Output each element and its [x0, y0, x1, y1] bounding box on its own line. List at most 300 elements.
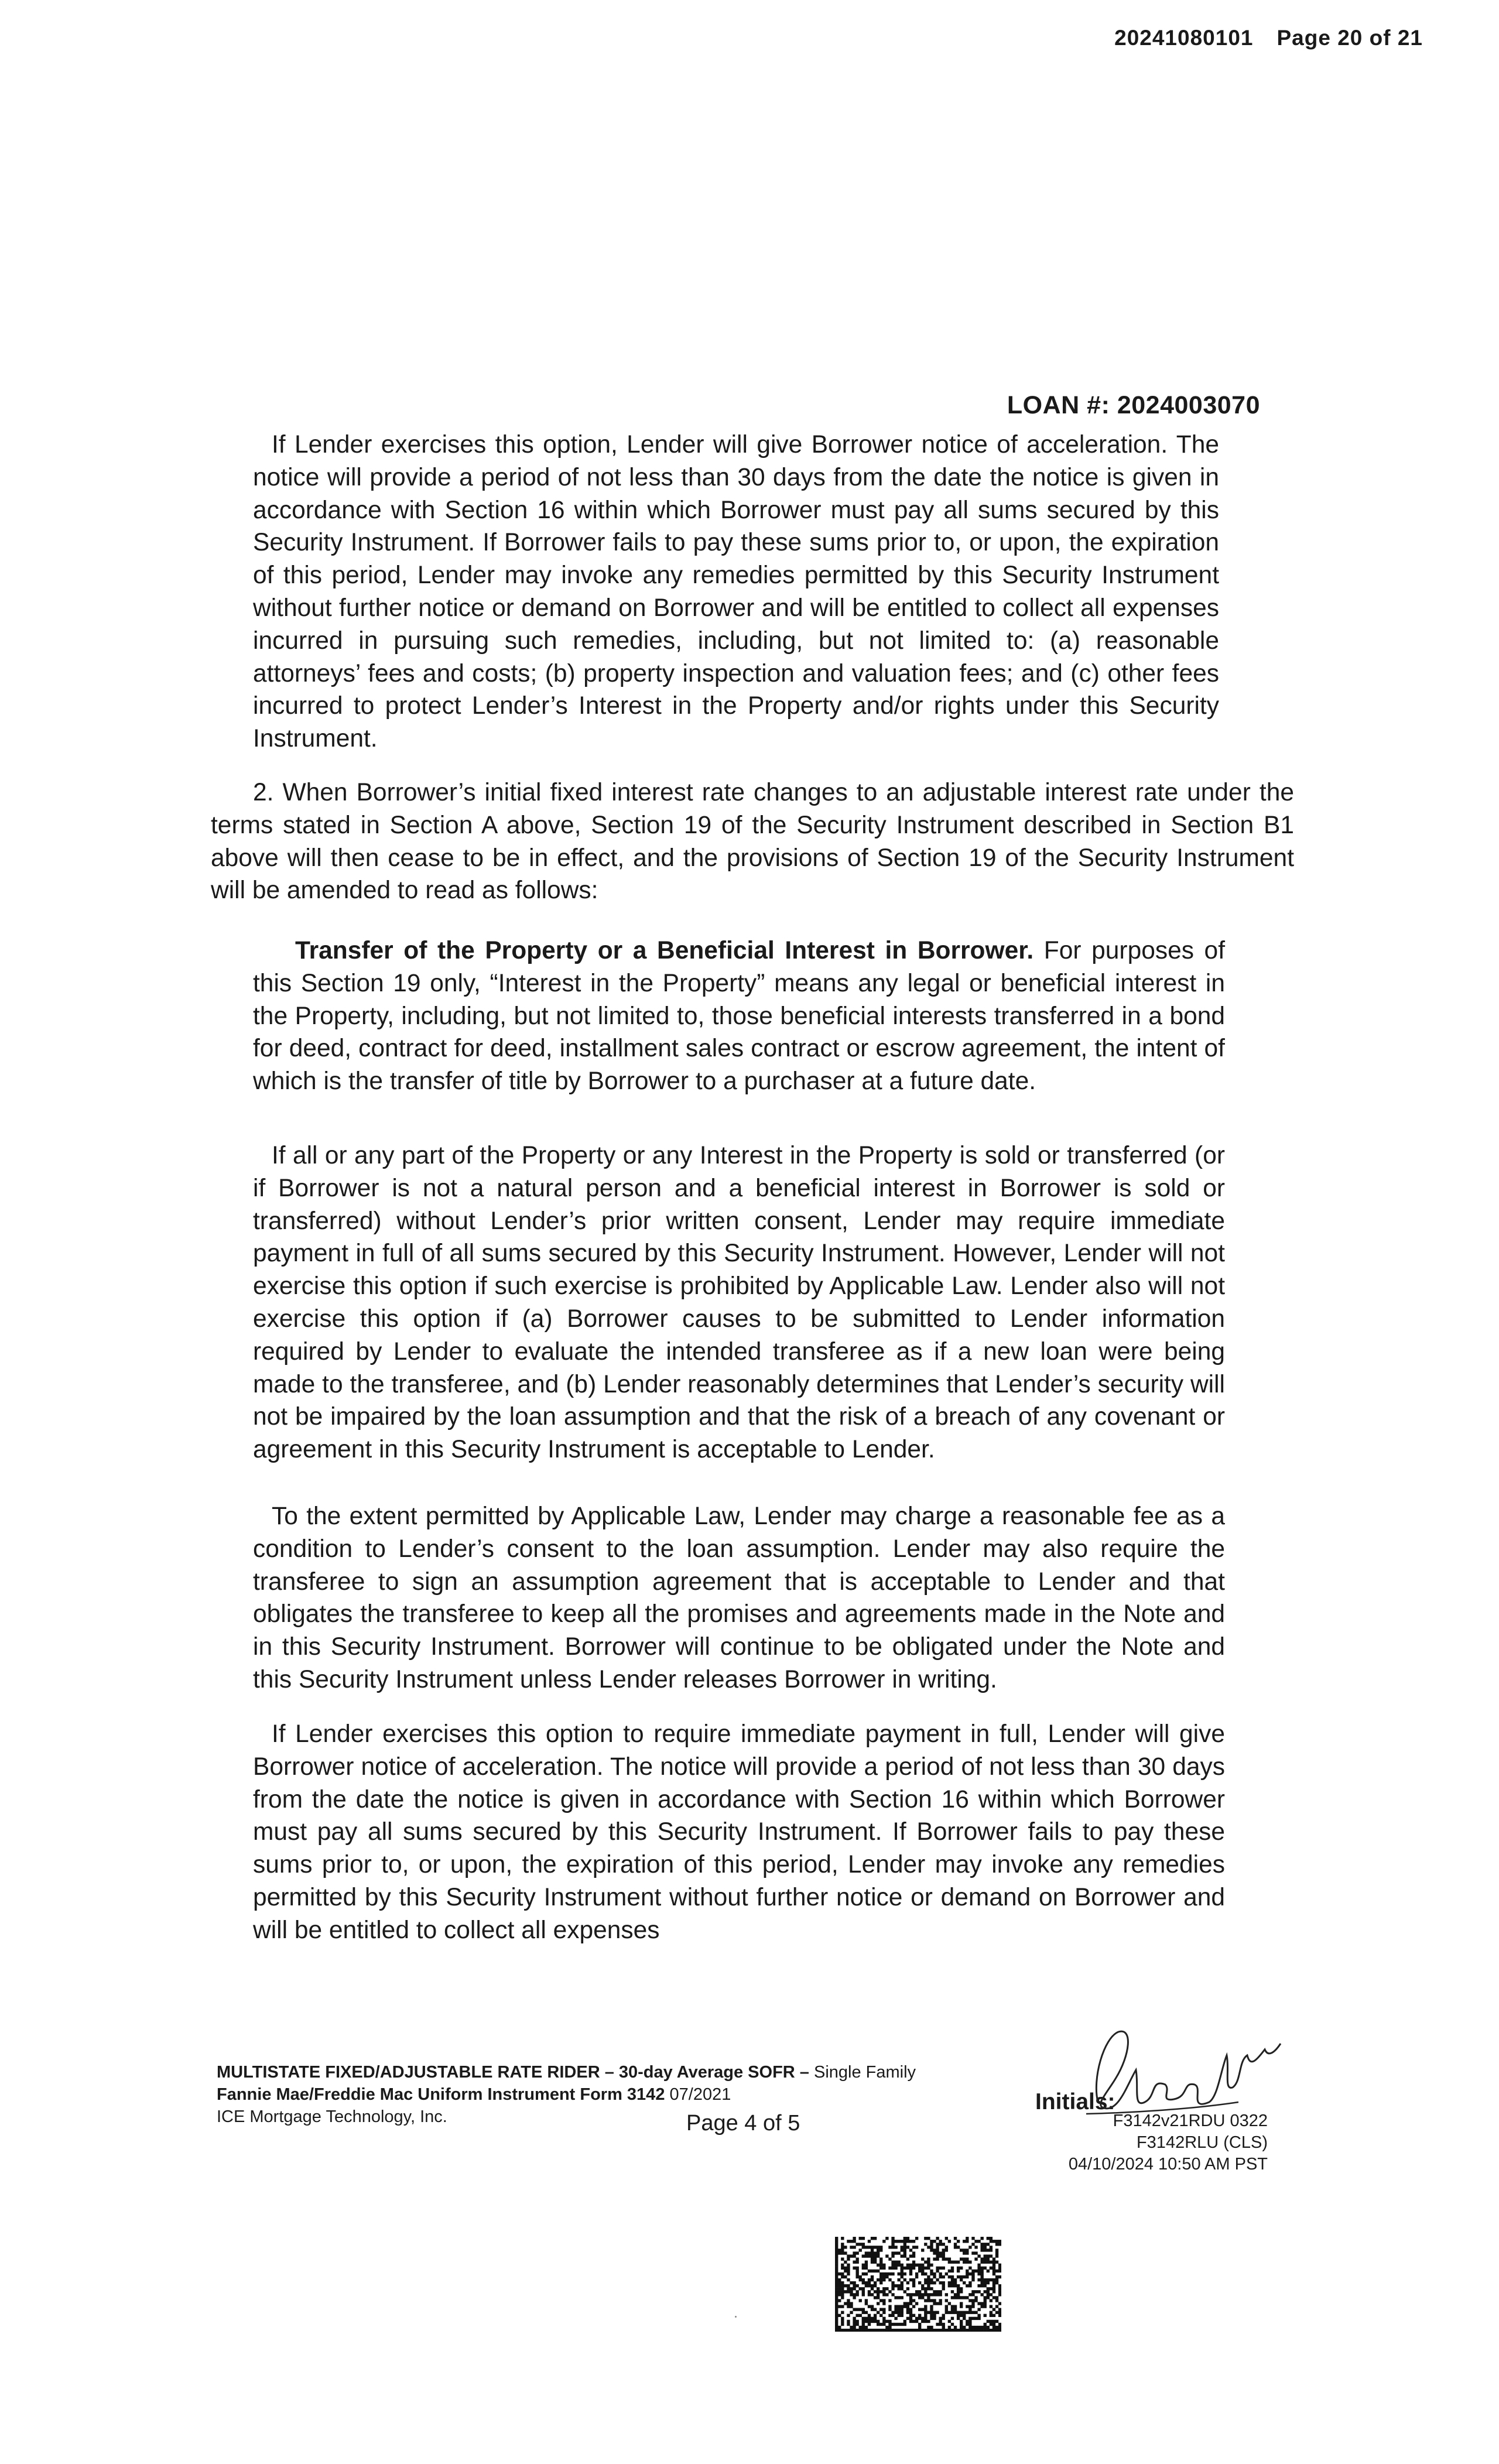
barcode-module	[948, 2302, 951, 2305]
barcode-module	[977, 2254, 980, 2257]
barcode-module	[868, 2323, 871, 2326]
barcode-module	[847, 2284, 850, 2287]
barcode-module	[939, 2329, 942, 2332]
barcode-module	[963, 2326, 966, 2329]
barcode-module	[868, 2240, 871, 2243]
barcode-module	[974, 2251, 977, 2254]
barcode-module	[865, 2284, 868, 2287]
barcode-module	[990, 2261, 993, 2264]
barcode-module	[909, 2317, 912, 2320]
barcode-module	[868, 2290, 871, 2293]
barcode-module	[981, 2329, 984, 2332]
barcode-module	[882, 2293, 885, 2296]
barcode-module	[936, 2246, 939, 2249]
barcode-module	[939, 2317, 942, 2320]
barcode-module	[936, 2311, 939, 2314]
barcode-module	[862, 2308, 865, 2311]
barcode-module	[966, 2251, 968, 2254]
barcode-module	[921, 2329, 924, 2332]
barcode-module	[971, 2311, 974, 2314]
barcode-module	[995, 2296, 998, 2299]
barcode-module	[930, 2281, 933, 2284]
barcode-module	[998, 2243, 1001, 2246]
barcode-module	[888, 2273, 891, 2275]
barcode-module	[903, 2246, 906, 2249]
barcode-module	[898, 2287, 901, 2290]
barcode-module	[915, 2273, 918, 2275]
barcode-module	[954, 2246, 957, 2249]
barcode-module	[879, 2257, 882, 2260]
barcode-module	[865, 2326, 868, 2329]
barcode-module	[936, 2302, 939, 2305]
barcode-module	[847, 2314, 850, 2317]
barcode-module	[954, 2329, 957, 2332]
barcode-module	[977, 2308, 980, 2311]
barcode-module	[960, 2275, 963, 2278]
barcode-module	[865, 2281, 868, 2284]
barcode-module	[995, 2249, 998, 2251]
barcode-module	[901, 2287, 903, 2290]
barcode-module	[835, 2329, 838, 2332]
barcode-module	[927, 2281, 930, 2284]
barcode-module	[990, 2314, 993, 2317]
barcode-module	[936, 2237, 939, 2240]
barcode-module	[856, 2275, 859, 2278]
barcode-module	[868, 2251, 871, 2254]
barcode-module	[921, 2287, 924, 2290]
barcode-module	[987, 2237, 990, 2240]
barcode-module	[948, 2284, 951, 2287]
barcode-module	[862, 2254, 865, 2257]
barcode-module	[918, 2270, 921, 2273]
barcode-module	[930, 2329, 933, 2332]
barcode-module	[984, 2281, 987, 2284]
barcode-module	[868, 2305, 871, 2308]
barcode-module	[847, 2267, 850, 2270]
barcode-module	[909, 2329, 912, 2332]
barcode-module	[894, 2267, 897, 2270]
barcode-module	[847, 2264, 850, 2267]
barcode-module	[971, 2302, 974, 2305]
barcode-module	[936, 2293, 939, 2296]
barcode-module	[841, 2251, 844, 2254]
barcode-module	[971, 2270, 974, 2273]
barcode-module	[998, 2275, 1001, 2278]
barcode-module	[835, 2284, 838, 2287]
barcode-module	[898, 2323, 901, 2326]
barcode-module	[841, 2257, 844, 2260]
barcode-module	[915, 2264, 918, 2267]
barcode-module	[847, 2290, 850, 2293]
barcode-module	[909, 2320, 912, 2323]
barcode-module	[835, 2305, 838, 2308]
barcode-module	[853, 2326, 855, 2329]
barcode-module	[945, 2237, 948, 2240]
barcode-module	[993, 2329, 995, 2332]
barcode-module	[945, 2299, 948, 2302]
barcode-module	[856, 2270, 859, 2273]
barcode-module	[971, 2278, 974, 2281]
barcode-module	[948, 2326, 951, 2329]
barcode-module	[856, 2257, 859, 2260]
barcode-module	[993, 2308, 995, 2311]
barcode-module	[879, 2275, 882, 2278]
barcode-module	[847, 2329, 850, 2332]
barcode-module	[936, 2257, 939, 2260]
barcode-module	[951, 2290, 954, 2293]
barcode-module	[879, 2308, 882, 2311]
barcode-module	[847, 2287, 850, 2290]
barcode-module	[977, 2278, 980, 2281]
barcode-module	[933, 2299, 936, 2302]
barcode-module	[859, 2314, 862, 2317]
page-label: Page 20 of 21	[1276, 26, 1423, 50]
barcode-module	[871, 2261, 874, 2264]
barcode-module	[966, 2261, 968, 2264]
barcode-module	[844, 2251, 847, 2254]
barcode-module	[993, 2323, 995, 2326]
scan-speck	[735, 2316, 737, 2318]
barcode-module	[841, 2296, 844, 2299]
barcode-module	[871, 2284, 874, 2287]
barcode-module	[835, 2302, 838, 2305]
barcode-module	[930, 2249, 933, 2251]
barcode-module	[879, 2267, 882, 2270]
barcode-module	[924, 2308, 927, 2311]
barcode-module	[993, 2281, 995, 2284]
barcode-module	[882, 2329, 885, 2332]
barcode-module	[859, 2329, 862, 2332]
loan-number: LOAN #: 2024003070	[1007, 391, 1260, 419]
barcode-module	[835, 2290, 838, 2293]
barcode-module	[981, 2302, 984, 2305]
barcode-module	[915, 2246, 918, 2249]
barcode-module	[924, 2314, 927, 2317]
barcode-module	[865, 2267, 868, 2270]
barcode-module	[918, 2290, 921, 2293]
barcode-module	[951, 2317, 954, 2320]
barcode-module	[838, 2249, 841, 2251]
barcode-module	[981, 2270, 984, 2273]
barcode-module	[921, 2320, 924, 2323]
barcode-module	[984, 2284, 987, 2287]
barcode-module	[966, 2296, 968, 2299]
barcode-module	[939, 2251, 942, 2254]
barcode-module	[915, 2317, 918, 2320]
barcode-module	[927, 2311, 930, 2314]
barcode-module	[924, 2293, 927, 2296]
barcode-module	[906, 2281, 909, 2284]
barcode-module	[865, 2302, 868, 2305]
barcode-module	[921, 2296, 924, 2299]
barcode-module	[993, 2287, 995, 2290]
barcode-module	[909, 2299, 912, 2302]
barcode-module	[901, 2267, 903, 2270]
barcode-module	[906, 2305, 909, 2308]
barcode-module	[966, 2257, 968, 2260]
barcode-module	[888, 2314, 891, 2317]
barcode-module	[963, 2296, 966, 2299]
barcode-module	[930, 2293, 933, 2296]
barcode-module	[930, 2243, 933, 2246]
barcode-module	[963, 2249, 966, 2251]
barcode-module	[888, 2246, 891, 2249]
barcode-module	[971, 2329, 974, 2332]
barcode-module	[930, 2240, 933, 2243]
barcode-module	[901, 2284, 903, 2287]
barcode-module	[984, 2257, 987, 2260]
barcode-module	[859, 2326, 862, 2329]
barcode-module	[968, 2273, 971, 2275]
barcode-module	[879, 2281, 882, 2284]
barcode-module	[885, 2275, 888, 2278]
barcode-module	[957, 2317, 960, 2320]
barcode-module	[868, 2281, 871, 2284]
barcode-module	[918, 2281, 921, 2284]
barcode-module	[974, 2290, 977, 2293]
barcode-module	[862, 2264, 865, 2267]
barcode-module	[912, 2267, 915, 2270]
barcode-module	[942, 2243, 945, 2246]
barcode-module	[948, 2281, 951, 2284]
barcode-module	[856, 2320, 859, 2323]
barcode-module	[990, 2254, 993, 2257]
barcode-module	[987, 2270, 990, 2273]
barcode-module	[879, 2249, 882, 2251]
barcode-module	[963, 2257, 966, 2260]
barcode-module	[933, 2273, 936, 2275]
barcode-module	[930, 2314, 933, 2317]
barcode-module	[942, 2249, 945, 2251]
barcode-module	[888, 2329, 891, 2332]
barcode-module	[853, 2317, 855, 2320]
barcode-module	[957, 2261, 960, 2264]
barcode-module	[936, 2251, 939, 2254]
barcode-module	[906, 2267, 909, 2270]
barcode-module	[924, 2299, 927, 2302]
barcode-module	[939, 2302, 942, 2305]
barcode-module	[898, 2278, 901, 2281]
barcode-module	[835, 2251, 838, 2254]
barcode-module	[968, 2326, 971, 2329]
barcode-module	[856, 2323, 859, 2326]
form-code-2: F3142RLU (CLS)	[1136, 2133, 1268, 2152]
barcode-module	[903, 2237, 906, 2240]
barcode-module	[871, 2308, 874, 2311]
barcode-module	[915, 2275, 918, 2278]
barcode-module	[901, 2270, 903, 2273]
barcode-module	[945, 2311, 948, 2314]
barcode-module	[984, 2329, 987, 2332]
barcode-module	[891, 2243, 894, 2246]
barcode-module	[987, 2287, 990, 2290]
barcode-module	[874, 2270, 877, 2273]
barcode-module	[957, 2275, 960, 2278]
barcode-module	[912, 2320, 915, 2323]
barcode-module	[942, 2254, 945, 2257]
barcode-module	[847, 2305, 850, 2308]
barcode-module	[898, 2296, 901, 2299]
barcode-module	[850, 2290, 853, 2293]
barcode-module	[936, 2249, 939, 2251]
barcode-module	[918, 2314, 921, 2317]
barcode-module	[927, 2275, 930, 2278]
barcode-module	[853, 2267, 855, 2270]
barcode-module	[909, 2296, 912, 2299]
barcode-module	[888, 2320, 891, 2323]
barcode-module	[898, 2314, 901, 2317]
barcode-module	[835, 2287, 838, 2290]
barcode-module	[930, 2287, 933, 2290]
barcode-module	[930, 2246, 933, 2249]
barcode-module	[984, 2249, 987, 2251]
barcode-module	[987, 2293, 990, 2296]
barcode-module	[918, 2317, 921, 2320]
barcode-module	[847, 2270, 850, 2273]
barcode-module	[901, 2273, 903, 2275]
barcode-module	[924, 2290, 927, 2293]
barcode-module	[838, 2281, 841, 2284]
barcode-module	[835, 2299, 838, 2302]
barcode-module	[862, 2326, 865, 2329]
barcode-module	[939, 2299, 942, 2302]
barcode-module	[882, 2320, 885, 2323]
barcode-module	[930, 2311, 933, 2314]
barcode-module	[909, 2270, 912, 2273]
barcode-module	[963, 2311, 966, 2314]
barcode-module	[909, 2240, 912, 2243]
barcode-module	[877, 2287, 879, 2290]
barcode-module	[901, 2275, 903, 2278]
barcode-module	[995, 2254, 998, 2257]
barcode-module	[882, 2275, 885, 2278]
barcode-module	[984, 2261, 987, 2264]
barcode-module	[915, 2290, 918, 2293]
barcode-module	[901, 2254, 903, 2257]
barcode-module	[981, 2275, 984, 2278]
barcode-module	[951, 2284, 954, 2287]
barcode-module	[838, 2273, 841, 2275]
barcode-module	[835, 2267, 838, 2270]
barcode-module	[850, 2311, 853, 2314]
barcode-module	[954, 2326, 957, 2329]
barcode-module	[933, 2275, 936, 2278]
barcode-module	[850, 2254, 853, 2257]
barcode-module	[966, 2237, 968, 2240]
barcode-module	[971, 2299, 974, 2302]
form-code-1: F3142v21RDU 0322	[1113, 2111, 1268, 2130]
barcode-module	[963, 2261, 966, 2264]
barcode-module	[888, 2305, 891, 2308]
barcode-module	[954, 2308, 957, 2311]
barcode-module	[853, 2329, 855, 2332]
barcode-module	[835, 2273, 838, 2275]
barcode-module	[927, 2287, 930, 2290]
barcode-module	[853, 2287, 855, 2290]
barcode-module	[850, 2302, 853, 2305]
barcode-module	[995, 2329, 998, 2332]
barcode-module	[951, 2308, 954, 2311]
barcode-module	[966, 2275, 968, 2278]
barcode-module	[974, 2270, 977, 2273]
barcode-module	[930, 2299, 933, 2302]
section-heading: Transfer of the Property or a Beneficial Interest in Borrower.	[295, 937, 1034, 964]
barcode-module	[838, 2314, 841, 2317]
barcode-module	[998, 2267, 1001, 2270]
barcode-module	[882, 2267, 885, 2270]
barcode-module	[835, 2281, 838, 2284]
barcode-module	[847, 2299, 850, 2302]
barcode-module	[841, 2246, 844, 2249]
barcode-module	[945, 2246, 948, 2249]
barcode-module	[862, 2323, 865, 2326]
barcode-module	[924, 2329, 927, 2332]
barcode-module	[998, 2293, 1001, 2296]
barcode-module	[888, 2290, 891, 2293]
barcode-module	[835, 2275, 838, 2278]
barcode-module	[841, 2305, 844, 2308]
barcode-module	[974, 2329, 977, 2332]
barcode-module	[974, 2299, 977, 2302]
barcode-module	[844, 2270, 847, 2273]
barcode-module	[954, 2278, 957, 2281]
barcode-module	[998, 2287, 1001, 2290]
barcode-module	[909, 2314, 912, 2317]
barcode-module	[909, 2311, 912, 2314]
barcode-module	[856, 2243, 859, 2246]
barcode-module	[974, 2296, 977, 2299]
barcode-module	[903, 2329, 906, 2332]
barcode-module	[874, 2261, 877, 2264]
barcode-module	[856, 2251, 859, 2254]
barcode-module	[906, 2311, 909, 2314]
barcode-module	[977, 2273, 980, 2275]
barcode-module	[951, 2296, 954, 2299]
barcode-module	[859, 2299, 862, 2302]
barcode-module	[924, 2267, 927, 2270]
barcode-module	[987, 2329, 990, 2332]
barcode-module	[901, 2281, 903, 2284]
paragraph-assumption-fee: To the extent permitted by Applicable Law, Lender may charge a reasonable fee as a condition to Lender’s consent to the loan assumption. Lender may also require the transferee to sign an assumption agreement that is acceptable to Lender and that obligates the transferee to keep all the promises and agreements made in the Note and in this Security Instrument. Borrower will continue to be obligated under the Note and this Security Instrument unless Lender releases Borrower in writing.	[253, 1503, 1225, 1693]
barcode-module	[882, 2278, 885, 2281]
barcode-module	[898, 2311, 901, 2314]
barcode-module	[998, 2270, 1001, 2273]
barcode-module	[930, 2326, 933, 2329]
barcode-module	[877, 2311, 879, 2314]
barcode-module	[862, 2329, 865, 2332]
barcode-module	[987, 2326, 990, 2329]
barcode-module	[998, 2284, 1001, 2287]
barcode-module	[901, 2311, 903, 2314]
barcode-module	[968, 2308, 971, 2311]
barcode-module	[933, 2314, 936, 2317]
barcode-module	[993, 2261, 995, 2264]
barcode-module	[835, 2308, 838, 2311]
barcode-module	[844, 2261, 847, 2264]
barcode-module	[871, 2329, 874, 2332]
barcode-module	[879, 2290, 882, 2293]
barcode-module	[909, 2273, 912, 2275]
barcode-module	[888, 2278, 891, 2281]
barcode-module	[971, 2326, 974, 2329]
barcode-module	[853, 2240, 855, 2243]
barcode-module	[853, 2296, 855, 2299]
barcode-module	[898, 2273, 901, 2275]
barcode-module	[987, 2320, 990, 2323]
barcode-module	[968, 2323, 971, 2326]
barcode-module	[957, 2290, 960, 2293]
barcode-module	[984, 2267, 987, 2270]
